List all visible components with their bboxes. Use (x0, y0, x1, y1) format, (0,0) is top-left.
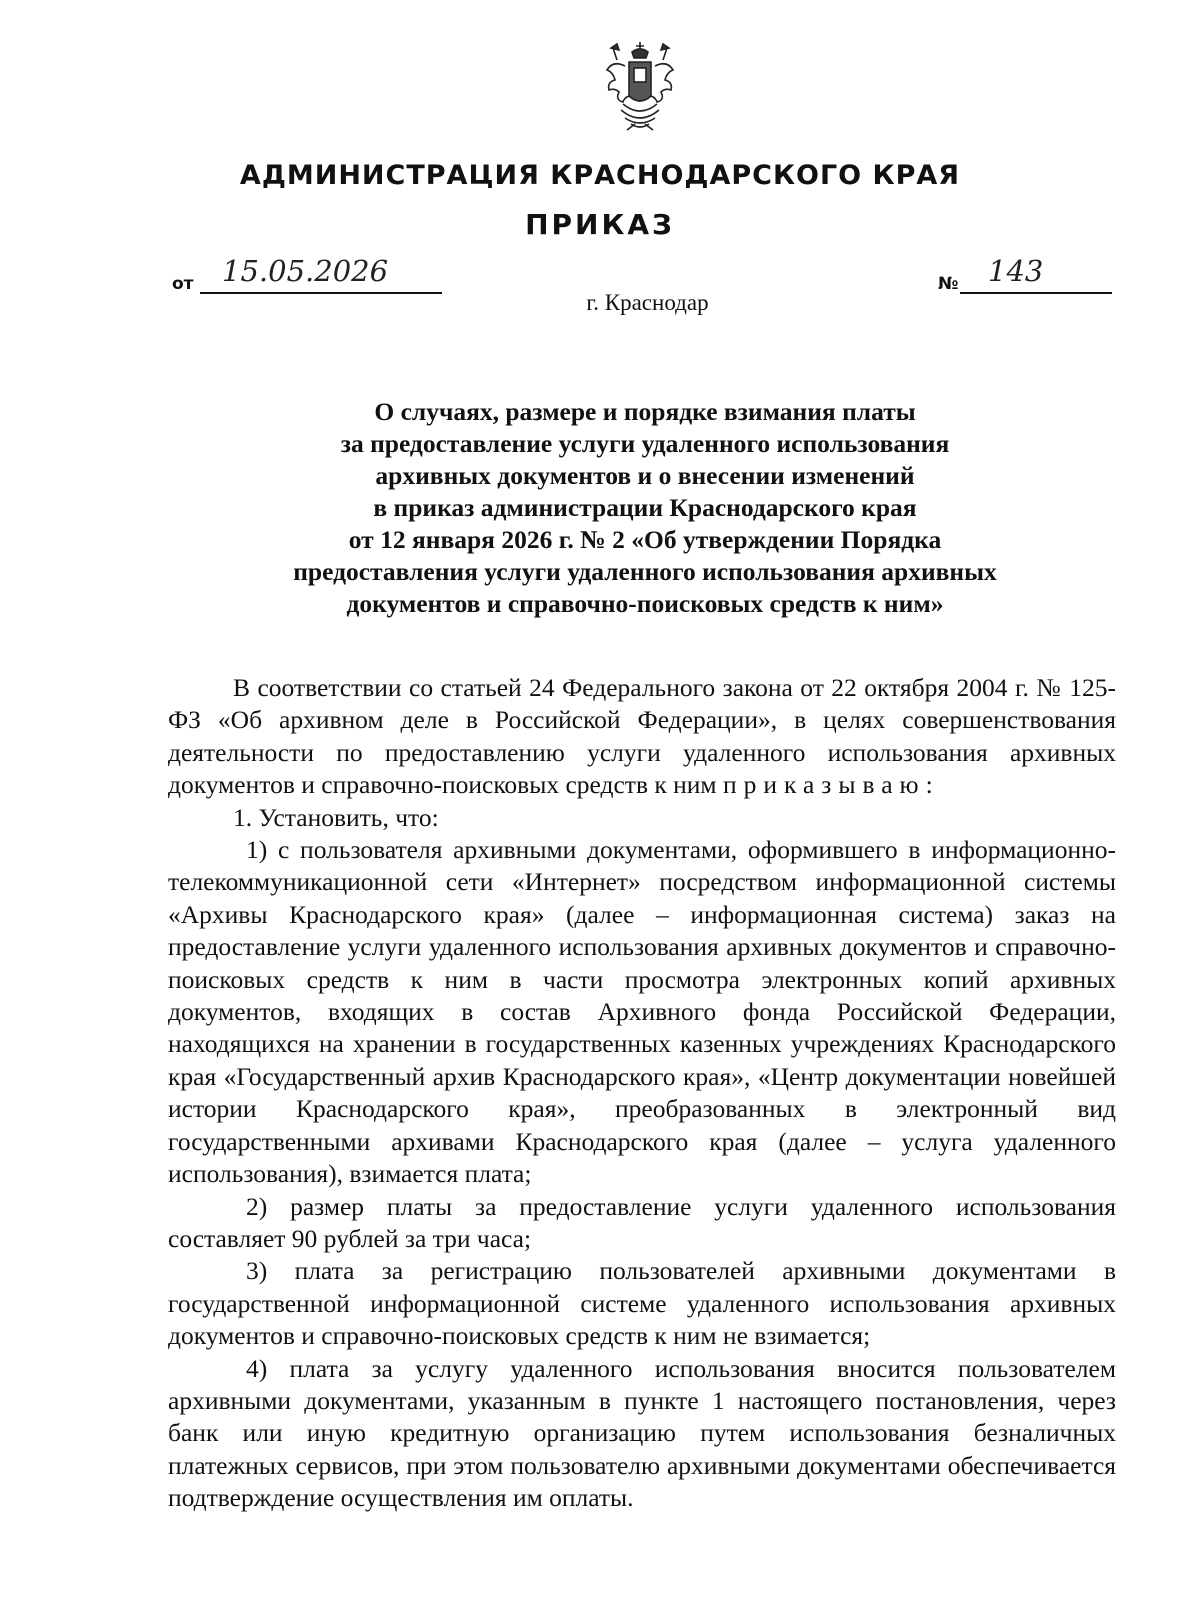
number-value: 143 (988, 254, 1044, 288)
document-body (168, 672, 1116, 1515)
title-line: предоставления услуги удаленного использования архивных (293, 557, 997, 586)
coat-of-arms-icon (603, 38, 677, 138)
point-1: 1. Установить, что: (233, 802, 439, 832)
preamble-text: В соответствии со статьей 24 Федерального закона от 22 октября 2004 г. № 125-ФЗ «Об архивном деле в Российской Федерации», в целях совершенствования деятельности по предоставлению услуги удаленного использования архивных документов и справочно-поисковых средств к ним (168, 673, 1116, 800)
preamble-paragraph (168, 672, 1116, 802)
title-line: от 12 января 2026 г. № 2 «Об утверждении Порядка (348, 525, 942, 554)
order-word: приказываю: (722, 770, 940, 800)
city: г. Краснодар (586, 290, 709, 315)
subpoint-1: 1) с пользователя архивными документами, оформившего в информационно-телекоммуникационной сети «Интернет» посредством информационной системы «Архивы Краснодарского края» (далее – информационная система) заказ на предоставление услуги удаленного использования архивных документов и справочно-поисковых средств к ним в части просмотра электронных копий архивных документов, входящих в состав Архивного фонда Российской Федерации, находящихся на хранении в государственных казенных учреждениях Краснодарского края «Государственный архив Краснодарского края», «Центр документации новейшей истории Краснодарского края», преобразованных в электронный вид государственными архивами Краснодарского края (далее – услуга удаленного использования), взимается плата; (168, 835, 1116, 1189)
document-title (230, 396, 1060, 620)
title-line: документов и справочно-поисковых средств к ним» (346, 589, 944, 618)
subpoint-2: 2) размер платы за предоставление услуги удаленного использования составляет 90 рублей за три часа; (168, 1191, 1116, 1253)
date-label: от (172, 274, 194, 294)
subpoint-3: 3) плата за регистрацию пользователей архивными документами в государственной информационной системе удаленного использования архивных документов и справочно-поисковых средств к ним не взимается; (168, 1256, 1116, 1351)
title-line: О случаях, размере и порядке взимания платы (374, 397, 916, 426)
date-value: 15.05.2026 (222, 254, 389, 288)
organization-name: АДМИНИСТРАЦИЯ КРАСНОДАРСКОГО КРАЯ (239, 160, 961, 191)
title-line: за предоставление услуги удаленного использования (340, 429, 950, 458)
subpoint-4: 4) плата за услугу удаленного использования вносится пользователем архивными документами, указанным в пункте 1 настоящего постановления, через банк или иную кредитную организацию путем использования безналичных платежных сервисов, при этом пользователю архивными документами обеспечивается подтверждение осуществления им оплаты. (168, 1353, 1116, 1513)
document-type: ПРИКАЗ (525, 208, 675, 241)
title-line: архивных документов и о внесении изменений (375, 461, 915, 490)
title-line: в приказ администрации Краснодарского края (373, 493, 917, 522)
number-label: № (938, 274, 959, 294)
